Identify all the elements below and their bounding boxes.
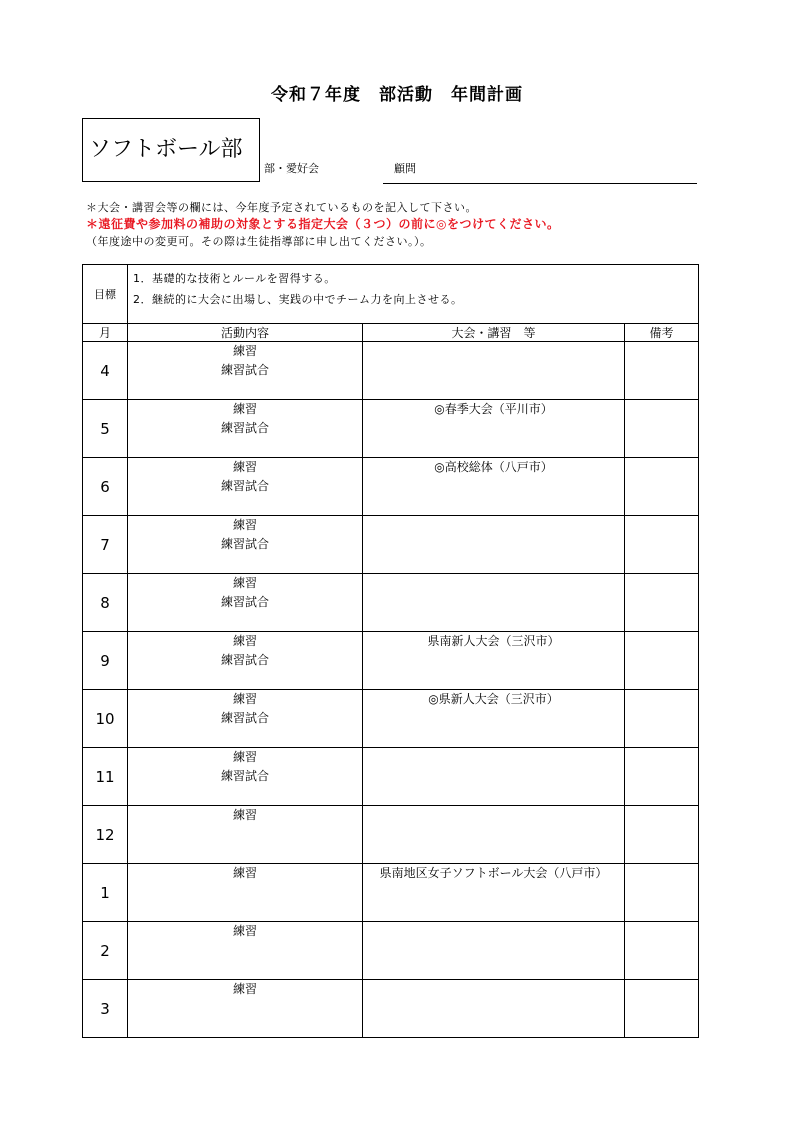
activity-cell xyxy=(128,806,363,864)
remarks-cell xyxy=(625,922,699,980)
remarks-cell xyxy=(625,748,699,806)
table-row xyxy=(83,864,699,922)
activity-cell xyxy=(128,400,363,458)
instruction-notes xyxy=(86,199,559,250)
remarks-cell xyxy=(625,632,699,690)
header-events: 大会・講習 等 xyxy=(363,324,625,342)
remarks-cell xyxy=(625,516,699,574)
table-row xyxy=(83,516,699,574)
month-cell: 8 xyxy=(83,574,128,632)
month-cell: 9 xyxy=(83,632,128,690)
table-row xyxy=(83,458,699,516)
event-cell xyxy=(363,342,625,400)
activity-line: 練習 xyxy=(232,576,257,590)
table-row xyxy=(83,574,699,632)
event-cell xyxy=(363,980,625,1038)
activity-cell xyxy=(128,458,363,516)
table-row xyxy=(83,922,699,980)
event-cell xyxy=(363,516,625,574)
header-month: 月 xyxy=(83,324,128,342)
table-row xyxy=(83,342,699,400)
month-cell: 3 xyxy=(83,980,128,1038)
activity-cell xyxy=(128,632,363,690)
goals-row xyxy=(83,265,699,324)
event-cell: ◎春季大会（平川市） xyxy=(363,400,625,458)
goal-item-2: 2．継続的に大会に出場し、実践の中でチーム力を向上させる。 xyxy=(133,293,463,306)
note-line-1: ＊大会・講習会等の欄には、今年度予定されているものを記入して下さい。 xyxy=(86,201,477,214)
goal-item-1: 1．基礎的な技術とルールを習得する。 xyxy=(133,272,336,285)
activity-line: 練習試合 xyxy=(220,421,269,435)
event-cell: 県南新人大会（三沢市） xyxy=(363,632,625,690)
activity-line: 練習 xyxy=(232,634,257,648)
table-row xyxy=(83,690,699,748)
activity-line: 練習 xyxy=(232,402,257,416)
activity-line: 練習 xyxy=(232,808,257,822)
event-cell xyxy=(363,922,625,980)
club-type-label: 部・愛好会 xyxy=(264,162,319,175)
header-remarks: 備考 xyxy=(625,324,699,342)
activity-line: 練習試合 xyxy=(220,363,269,377)
note-line-2-highlight: ＊遠征費や参加料の補助の対象とする指定大会（３つ）の前に◎をつけてください。 xyxy=(86,217,560,231)
event-cell: ◎県新人大会（三沢市） xyxy=(363,690,625,748)
remarks-cell xyxy=(625,864,699,922)
table-row xyxy=(83,400,699,458)
advisor-underline xyxy=(383,183,697,184)
activity-line: 練習 xyxy=(232,924,257,938)
activity-line: 練習 xyxy=(232,692,257,706)
table-row xyxy=(83,806,699,864)
activity-cell xyxy=(128,922,363,980)
remarks-cell xyxy=(625,980,699,1038)
remarks-cell xyxy=(625,400,699,458)
activity-line: 練習試合 xyxy=(220,769,269,783)
table-row xyxy=(83,748,699,806)
month-cell: 1 xyxy=(83,864,128,922)
activity-cell xyxy=(128,748,363,806)
month-cell: 7 xyxy=(83,516,128,574)
table-row xyxy=(83,980,699,1038)
activity-line: 練習 xyxy=(232,518,257,532)
activity-line: 練習試合 xyxy=(220,711,269,725)
remarks-cell xyxy=(625,574,699,632)
month-cell: 10 xyxy=(83,690,128,748)
event-cell xyxy=(363,574,625,632)
advisor-label: 顧問 xyxy=(394,162,416,175)
month-cell: 12 xyxy=(83,806,128,864)
table-row xyxy=(83,632,699,690)
activity-line: 練習試合 xyxy=(220,653,269,667)
goals-label: 目標 xyxy=(83,265,128,324)
month-cell: 2 xyxy=(83,922,128,980)
goals-content xyxy=(128,265,699,324)
activity-cell xyxy=(128,864,363,922)
month-cell: 11 xyxy=(83,748,128,806)
remarks-cell xyxy=(625,806,699,864)
annual-plan-table xyxy=(82,264,699,1038)
page-title: 令和７年度 部活動 年間計画 xyxy=(271,85,523,105)
activity-line: 練習 xyxy=(232,344,257,358)
activity-line: 練習 xyxy=(232,460,257,474)
club-name-box: ソフトボール部 xyxy=(82,118,260,182)
event-cell: 県南地区女子ソフトボール大会（八戸市） xyxy=(363,864,625,922)
activity-line: 練習試合 xyxy=(220,479,269,493)
activity-cell xyxy=(128,342,363,400)
table-header-row xyxy=(83,324,699,342)
activity-line: 練習 xyxy=(232,866,257,880)
activity-line: 練習 xyxy=(232,750,257,764)
event-cell xyxy=(363,748,625,806)
activity-cell xyxy=(128,574,363,632)
event-cell: ◎高校総体（八戸市） xyxy=(363,458,625,516)
month-cell: 5 xyxy=(83,400,128,458)
header-activity: 活動内容 xyxy=(128,324,363,342)
remarks-cell xyxy=(625,458,699,516)
month-cell: 6 xyxy=(83,458,128,516)
note-line-3: （年度途中の変更可。その際は生徒指導部に申し出てください。）。 xyxy=(86,235,432,248)
activity-cell xyxy=(128,516,363,574)
activity-line: 練習 xyxy=(232,982,257,996)
remarks-cell xyxy=(625,342,699,400)
activity-line: 練習試合 xyxy=(220,595,269,609)
activity-cell xyxy=(128,980,363,1038)
event-cell xyxy=(363,806,625,864)
remarks-cell xyxy=(625,690,699,748)
month-cell: 4 xyxy=(83,342,128,400)
activity-line: 練習試合 xyxy=(220,537,269,551)
activity-cell xyxy=(128,690,363,748)
